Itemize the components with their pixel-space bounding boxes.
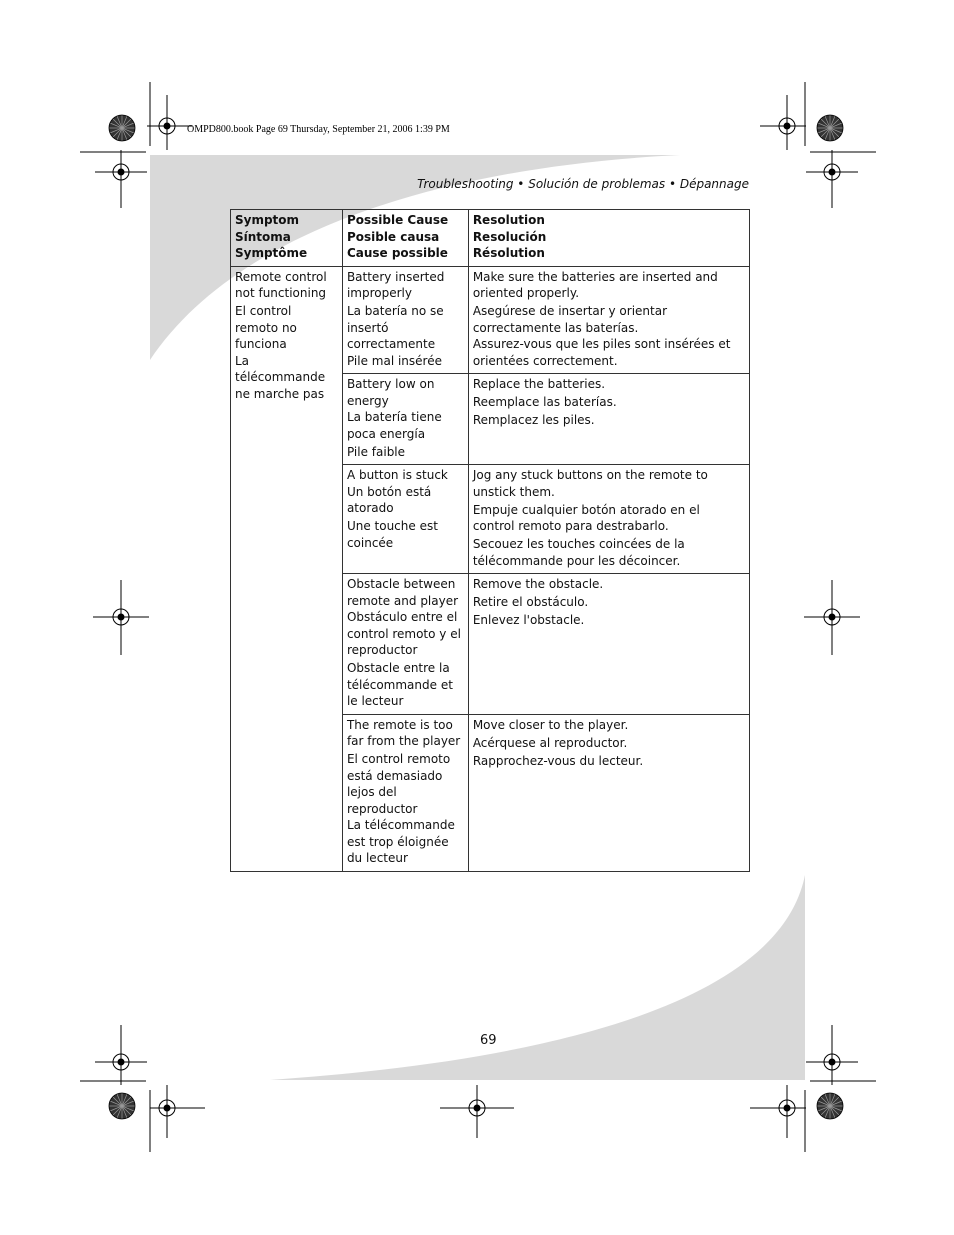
resolution-cell: Replace the batteries. Reemplace las baterías. Remplacez les piles. [468, 374, 749, 465]
resolution-cell: Remove the obstacle. Retire el obstáculo. Enlevez l'obstacle. [468, 574, 749, 715]
running-header: Troubleshooting • Solución de problemas • Dépannage [417, 177, 749, 191]
table-row [231, 266, 750, 374]
cause-cell: Battery inserted improperly La batería no se insertó correctamente Pile mal insérée [342, 266, 468, 374]
cause-cell: A button is stuck Un botón está atorado Une touche est coincée [342, 465, 468, 574]
cause-cell: Obstacle between remote and player Obstáculo entre el control remoto y el reproductor Obstacle entre la télécommande et le lecteur [342, 574, 468, 715]
header-symptom: Symptom Síntoma Symptôme [231, 210, 343, 267]
bottom-swoosh [270, 875, 805, 1080]
resolution-cell: Move closer to the player. Acérquese al reproductor. Rapprochez-vous du lecteur. [468, 714, 749, 871]
troubleshooting-table [230, 209, 750, 872]
cause-cell: Battery low on energy La batería tiene poca energía Pile faible [342, 374, 468, 465]
resolution-cell: Jog any stuck buttons on the remote to unstick them. Empuje cualquier botón atorado en el control remoto para destrabarlo. Secouez les touches coincées de la télécommande pour les décoincer. [468, 465, 749, 574]
symptom-cell: Remote control not functioning El control remoto no funciona La télécommande ne marche pas [231, 266, 343, 871]
resolution-cell: Make sure the batteries are inserted and oriented properly. Asegúrese de insertar y orientar correctamente las baterías. Assurez-vous que les piles sont insérées et orientées correctement. [468, 266, 749, 374]
header-possible-cause: Possible Cause Posible causa Cause possible [342, 210, 468, 267]
book-info-line: OMPD800.book Page 69 Thursday, September 21, 2006 1:39 PM [187, 124, 450, 135]
table-header-row [231, 210, 750, 267]
header-resolution: Resolution Resolución Résolution [468, 210, 749, 267]
cause-cell: The remote is too far from the player El control remoto está demasiado lejos del reproductor La télécommande est trop éloignée du lecteur [342, 714, 468, 871]
page-number: 69 [480, 1033, 497, 1048]
